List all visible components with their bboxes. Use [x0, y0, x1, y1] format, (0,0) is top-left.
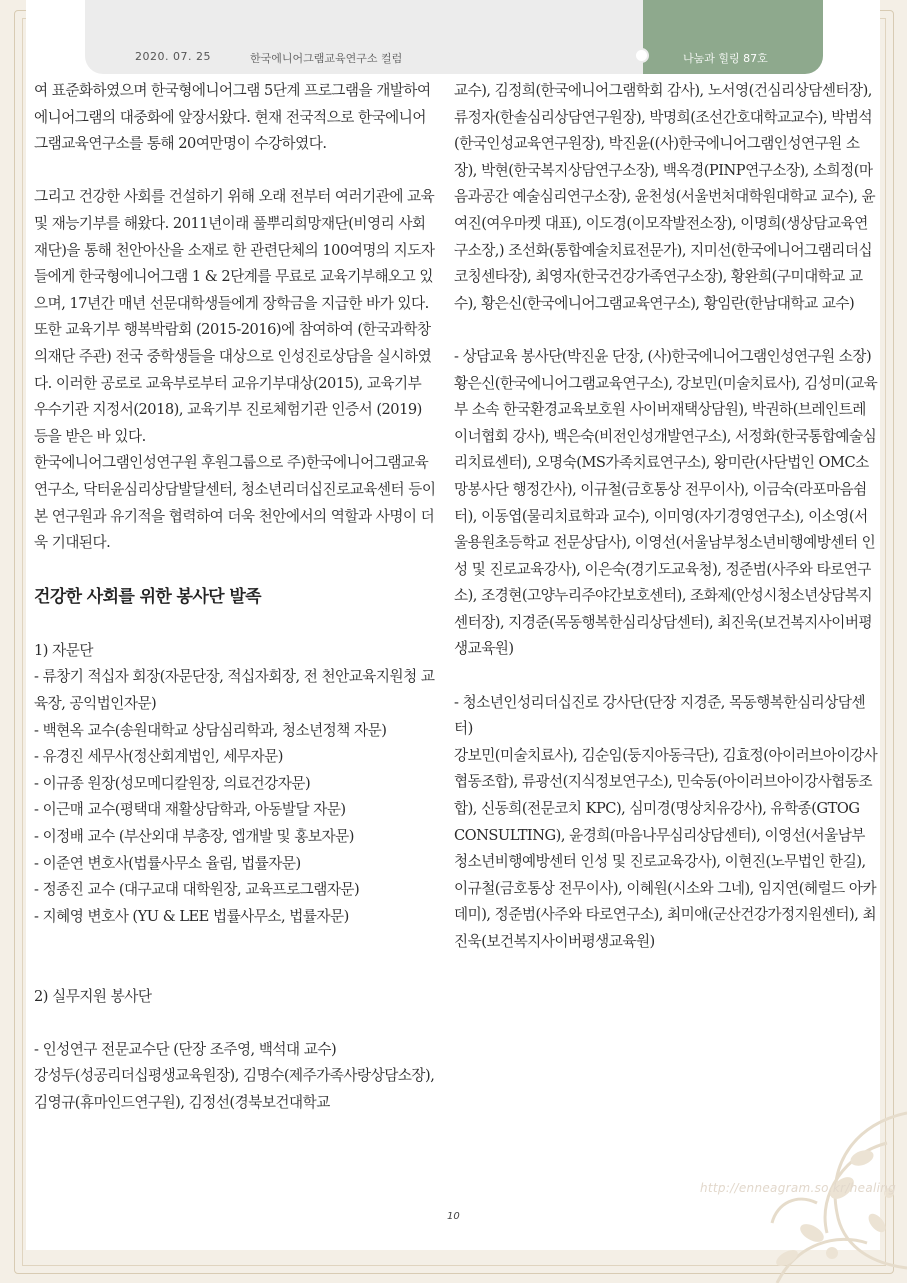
team-members-continued: 교수), 김정희(한국에니어그램학회 감사), 노서영(건심리상담센터장), 류정자(한솔심리상담연구원장), 박명희(조선간호대학교교수), 박범석(한국인성교육연구원장), 박진윤((사)한국에니어그램인성연구원 소장), 박현(한국복지상담연구소장), 백옥경(PINP연구소장), 소희정(마음과공간 예술심리연구소장), 윤천성(서울번처대학원대학교 교수), 윤여진(여우마켓 대표), 이도경(이모작발전소장), 이명희(생상담교육연구소장,) 조선화(통합예술치료전문가), 지미선(한국에니어그램리더십코칭센타장), 최영자(한국건강가족연구소장), 황완희(구미대학교 교수), 황은신(한국에니어그램교육연구소), 황임란(한남대학교 교수) [454, 82, 876, 312]
page-number: 10 [447, 1211, 460, 1222]
footer-url[interactable]: http://enneagram.so.kr/healing [700, 1181, 897, 1195]
issue-label: 나눔과 힐링 87호 [683, 52, 768, 65]
list-item: - 백현옥 교수(송원대학교 상담심리학과, 청소년정책 자문) [34, 721, 387, 739]
subheading-practical-support: 2) 실무지원 봉사단 [34, 987, 152, 1005]
team-title: - 인성연구 전문교수단 (단장 조주영, 백석대 교수) [34, 1040, 337, 1058]
header-dot-icon [636, 50, 647, 61]
subheading-advisors: 1) 자문단 [34, 641, 93, 659]
header-date: 2020. 07. 25 [135, 50, 211, 63]
team-members: 강보민(미술치료사), 김순임(둥지아동극단), 김효정(아이러브아이강사협동조합), 류광선(지식정보연구소), 민숙동(아이러브아이강사협동조합), 신동희(전문코치 KPC), 심미경(명상치유강사), 유학종(GTOG CONSULTING), 윤경희(마음나무심리상담센터), 이영선(서울남부청소년비행예방센터 인성 및 진로교육강사), 이현진(노무법인 한길), 이규철(금호통상 전무이사), 이혜원(시소와 그네), 임지연(헤럴드 아카데미), 정준범(사주와 타로연구소), 최미애(군산건강가정지원센터), 최진욱(보건복지사이버평생교육원) [454, 746, 878, 950]
list-item: - 이근매 교수(평택대 재활상담학과, 아동발달 자문) [34, 801, 346, 819]
list-item: - 유경진 세무사(정산회계법인, 세무자문) [34, 748, 283, 766]
header-title: 한국에니어그램교육연구소 컬럼 [250, 52, 403, 65]
paragraph-support-group: 한국에니어그램인성연구원 후원그룹으로 주)한국에니어그램교육연구소, 닥터윤심리상담발달센터, 청소년리더십진로교육센터 등이 본 연구원과 유기적을 협력하여 더욱 천안에서의 역할과 사명이 더욱 기대된다. [34, 454, 436, 552]
list-item: - 이정배 교수 (부산외대 부총장, 엡개발 및 홍보자문) [34, 828, 354, 846]
list-item: - 지혜영 변호사 (YU & LEE 법률사무소, 법률자문) [34, 907, 349, 925]
team-members: 강성두(성공리더십평생교육원장), 김명수(제주가족사랑상담소장), 김영규(휴마인드연구원), 김정선(경북보건대학교 [34, 1067, 435, 1111]
right-column [454, 78, 878, 956]
list-item: - 이규종 원장(성모메디칼원장, 의료건강자문) [34, 774, 311, 792]
header-issue-tab [643, 0, 823, 74]
list-item: - 류창기 적십자 회장(자문단장, 적십자회장, 전 천안교육지원청 교육장, 공익법인자문) [34, 668, 435, 713]
left-column [34, 78, 436, 1117]
team-members: 황은신(한국에니어그램교육연구소), 강보민(미술치료사), 김성미(교육부 소속 한국환경교육보호원 사이버재택상담원), 박권하(브레인트레이너협회 강사), 백은숙(비전인성개발연구소), 서정화(한국통합예술심리치료센터), 오명숙(MS가족치료연구소), 왕미란(사단법인 OMC소망봉사단 행정간사), 이규철(금호통상 전무이사), 이금숙(라포마음쉼터), 이동엽(물리치료학과 교수), 이미영(자기경영연구소), 이소영(서울용원초등학교 전문상담사), 이영선(서울남부청소년비행예방센터 인성 및 진로교육강사), 이은숙(경기도교육청), 정준범(사주와 타로연구소), 조경현(고양누리주야간보호센터), 조화제(안성시청소년상담복지센터장), 지경준(목동행복한심리상담센터), 최진욱(보건복지사이버평생교육원) [454, 374, 878, 658]
paragraph-donation: 그리고 건강한 사회를 건설하기 위해 오래 전부터 여러기관에 교육 및 재능기부를 해왔다. 2011년이래 풀뿌리희망재단(비영리 사회재단)을 통해 천안아산을 소재로 한 관련단체의 100여명의 지도자들에게 한국형에니어그램 1 & 2단계를 무료로 교육기부해오고 있으며, 17년간 매년 선문대학생들에게 장학금을 지급한 바가 있다. 또한 교육기부 행복박람회 (2015-2016)에 참여하여 (한국과학창의재단 주관) 전국 중학생들을 대상으로 인성진로상담을 실시하였다. 이러한 공로로 교육부로부터 교유기부대상(2015), 교육기부 우수기관 지정서(2018), 교육기부 진로체험기관 인증서 (2019) 등을 받은 바 있다. [34, 188, 435, 445]
list-item: - 정종진 교수 (대구교대 대학원장, 교육프로그램자문) [34, 881, 360, 899]
team-title: - 청소년인성리더십진로 강사단(단장 지경준, 목동행복한심리상담센터) [454, 693, 866, 738]
paragraph-intro: 여 표준화하였으며 한국형에니어그램 5단계 프로그램을 개발하여 에니어그램의 대중화에 앞장서왔다. 현재 전국적으로 한국에니어그램교육연구소를 통해 20여만명이 수강하였다. [34, 82, 431, 153]
section-title: 건강한 사회를 위한 봉사단 발족 [34, 587, 261, 608]
team-title: - 상담교육 봉사단(박진윤 단장, (사)한국에니어그램인성연구원 소장) [454, 347, 872, 365]
list-item: - 이준연 변호사(법률사무소 율림, 법률자문) [34, 854, 301, 872]
